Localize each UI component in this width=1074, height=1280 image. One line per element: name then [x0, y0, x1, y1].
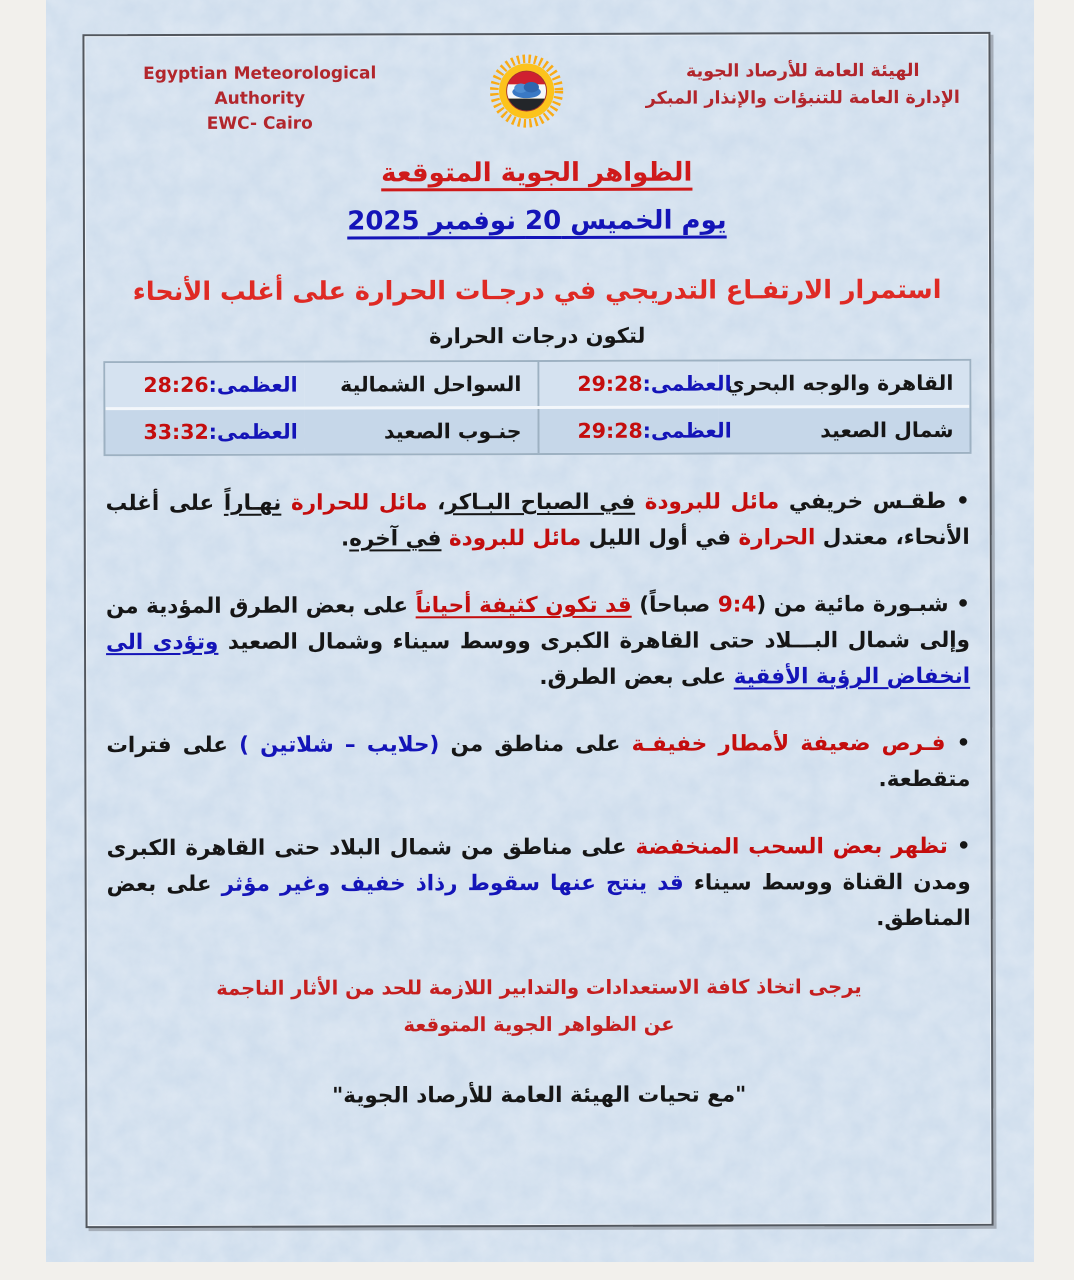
text-run: مائل للبرودة: [441, 525, 582, 552]
table-temp-cell: [537, 409, 732, 453]
max-value: 33:32: [143, 419, 209, 445]
advice-line1: يرجى اتخاذ كافة الاستعدادات والتدابير اللازمة للحد من الأثار الناجمة: [216, 975, 862, 1000]
max-value: 29:28: [577, 418, 643, 443]
text-run: على بعض المناطق.: [106, 871, 971, 932]
text-run: قد تكون كثيفة أحياناً: [415, 592, 632, 619]
temperatures-table: [103, 359, 971, 456]
text-run: على فترات متقطعة.: [106, 732, 971, 793]
max-label: العظمى:: [642, 371, 732, 396]
page-title: الظواهر الجوية المتوقعة: [381, 157, 693, 189]
text-run: مائل للحرارة: [281, 490, 428, 516]
text-run: على أغلب الأنحاء، معتدل: [105, 490, 970, 551]
max-label: العظمى:: [208, 372, 298, 397]
org-en-line1: Egyptian Meteorological Authority: [143, 63, 377, 109]
text-run: فـرص ضعيفة لأمطار خفيفـة: [631, 730, 946, 757]
subtitle: لتكون درجات الحرارة: [429, 323, 646, 349]
org-name-english: [105, 57, 416, 137]
headline: استمرار الارتفـاع التدريجي في درجـات الحرارة على أغلب الأنحاء: [132, 274, 942, 308]
table-temp-cell: [105, 363, 304, 408]
text-run: نهـاراً: [223, 490, 282, 516]
text-run: الحرارة: [738, 525, 816, 551]
text-run: • طقـس خريفي: [779, 488, 970, 515]
bulletin-paper: [46, 0, 1034, 1262]
text-run: (حلايب – شلاتين ): [239, 732, 440, 758]
org-en-line2: EWC- Cairo: [206, 113, 313, 134]
ema-sun-logo-icon: [489, 53, 565, 129]
max-value: 28:26: [143, 372, 209, 398]
text-run: في آخره: [349, 526, 442, 552]
advice-line2: عن الظواهر الجوية المتوقعة: [403, 1012, 675, 1037]
text-run: على مناطق من: [439, 731, 632, 758]
title-block: [101, 157, 973, 237]
org-ar-line2: الإدارة العامة للتنبؤات والإنذار المبكر: [645, 87, 960, 109]
table-region-cell: القاهرة والوجه البحري: [719, 361, 970, 406]
text-run: على بعض الطرق.: [539, 664, 734, 690]
forecast-date: يوم الخميس 20 نوفمبر 2025: [347, 205, 727, 237]
bullet-rain-chances: [106, 726, 970, 800]
advice-note: [103, 968, 975, 1044]
text-run: • شبـورة مائية من (: [756, 591, 970, 618]
org-name-arabic: [639, 56, 967, 113]
org-ar-line1: الهيئة العامة للأرصاد الجوية: [685, 60, 920, 82]
bulletin-header: [100, 34, 972, 137]
text-run: 9:4: [717, 592, 757, 618]
bullet-fog: [106, 587, 970, 697]
text-run: صباحاً): [631, 592, 718, 618]
max-label: العظمى:: [642, 418, 732, 443]
text-run: قد ينتج عنها سقوط رذاذ خفيف وغير مؤثر: [221, 870, 684, 897]
max-label: العظمى:: [208, 419, 298, 444]
table-temp-cell: [537, 362, 732, 406]
text-run: •: [945, 730, 971, 756]
text-run: ،: [427, 490, 446, 516]
text-run: على بعض الطرق المؤدية من وإلى شمال البـــلاد حتى القاهرة الكبرى ووسط سيناء وشمال الصعيد: [105, 593, 971, 655]
text-run: في أول الليل: [581, 525, 739, 551]
text-run: .: [341, 526, 350, 552]
text-run: وتؤدى الى انخفاض الرؤية الأفقية: [105, 629, 971, 690]
document-border-frame: [82, 32, 993, 1228]
text-run: •: [947, 833, 971, 859]
max-value: 29:28: [577, 371, 643, 396]
text-run: في الصباح البـاكر: [445, 489, 636, 516]
table-region-cell: شمال الصعيد: [719, 408, 970, 453]
table-region-cell: السواحل الشمالية: [304, 362, 537, 407]
forecast-bullets: [102, 484, 975, 939]
closing-greeting: "مع تحيات الهيئة العامة للأرصاد الجوية": [332, 1082, 747, 1109]
text-run: على مناطق من شمال البلاد حتى القاهرة الكبرى ومدن القناة ووسط سيناء: [106, 834, 971, 896]
bullet-weather-character: [106, 484, 970, 558]
text-run: تظهر بعض السحب المنخفضة: [635, 833, 948, 860]
text-run: مائل للبرودة: [635, 489, 780, 515]
table-temp-cell: [105, 410, 304, 455]
bullet-low-clouds: [107, 829, 971, 939]
table-region-cell: جنـوب الصعيد: [304, 409, 537, 454]
